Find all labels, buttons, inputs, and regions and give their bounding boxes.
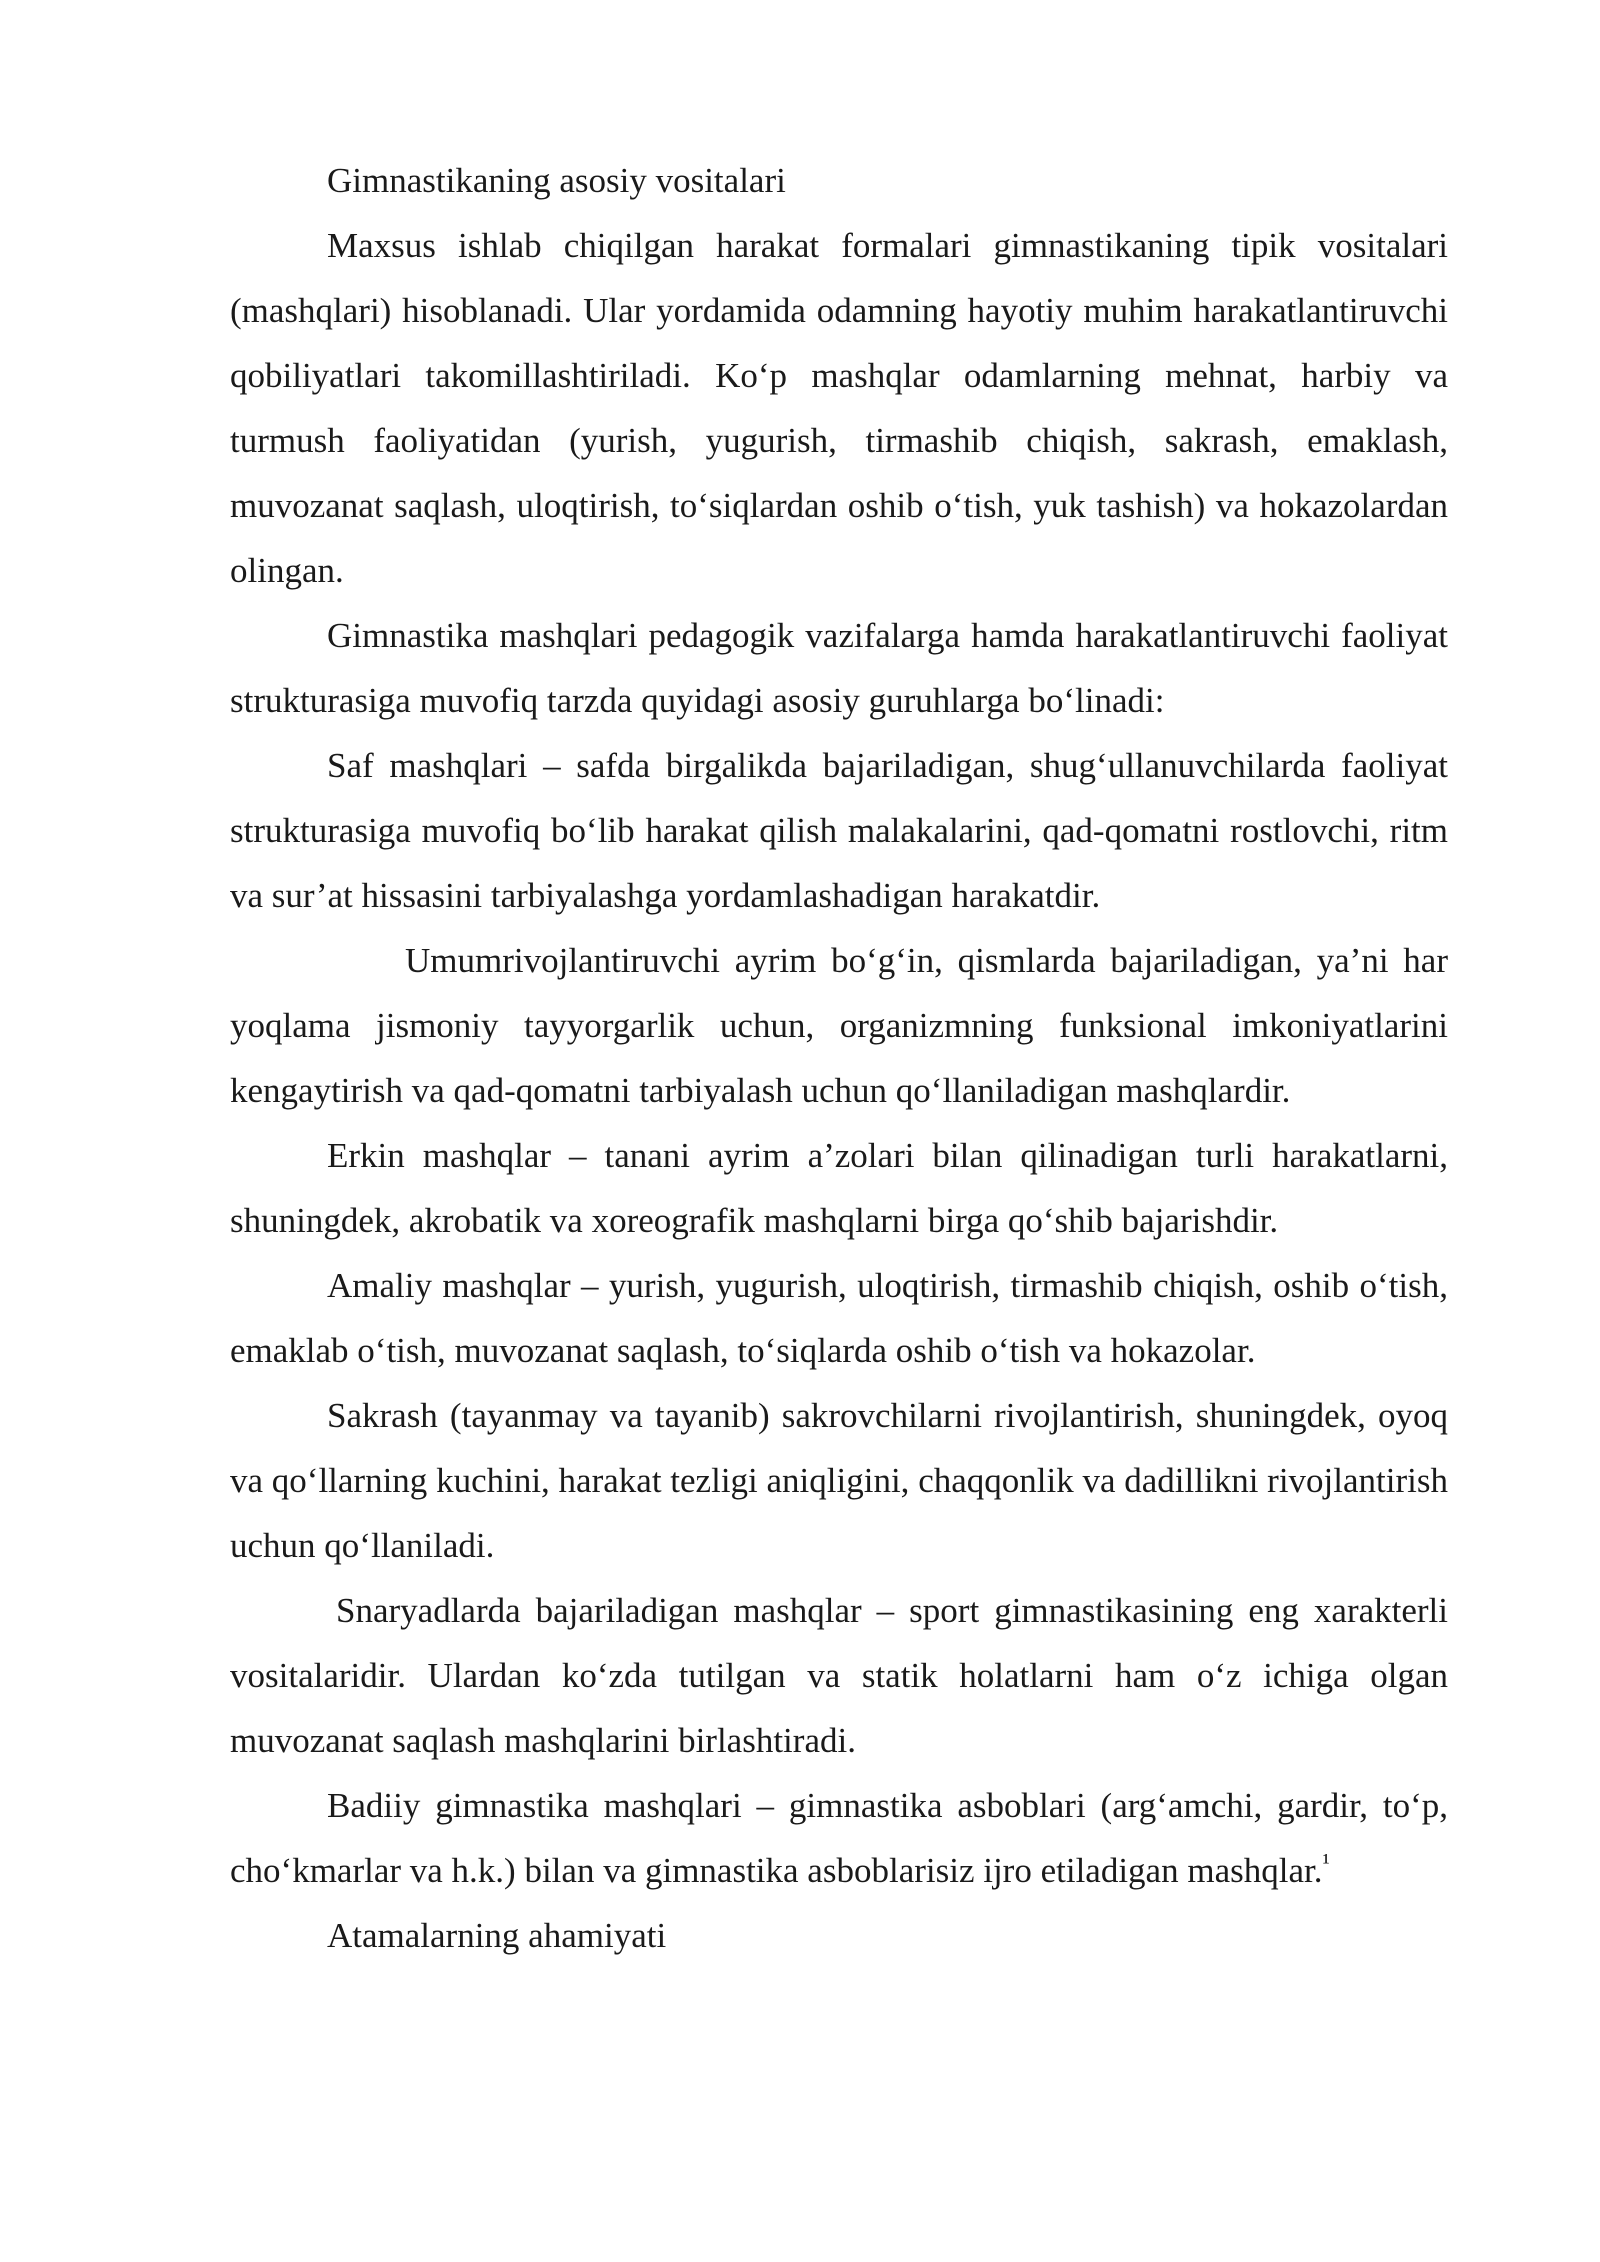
footnote-marker: ¹ [1322, 1850, 1330, 1876]
paragraph-amaliy-mashqlar: Amaliy mashqlar – yurish, yugurish, uloqtirish, tirmashib chiqish, oshib oʻtish, emaklab oʻtish, muvozanat saqlash, toʻsiqlarda oshib oʻtish va hokazolar. [230, 1266, 1448, 1370]
paragraph-groups: Gimnastika mashqlari pedagogik vazifalarga hamda harakatlantiruvchi faoliyat strukturasiga muvofiq tarzda quyidagi asosiy guruhlarga boʻlinadi: [230, 616, 1448, 720]
paragraph-sakrash: Sakrash (tayanmay va tayanib) sakrovchilarni rivojlantirish, shuningdek, oyoq va qoʻllarning kuchini, harakat tezligi aniqligini, chaqqonlik va dadillikni rivojlantirish uchun qoʻllaniladi. [230, 1396, 1448, 1565]
paragraph-umumrivojlantiruvchi: Umumrivojlantiruvchi ayrim boʻgʻin, qismlarda bajariladigan, ya’ni har yoqlama jismoniy tayyorgarlik uchun, organizmning funksional imkoniyatlarini kengaytirish va qad-qomatni tarbiyalash uchun qoʻllaniladigan mashqlardir. [230, 941, 1448, 1110]
paragraph-intro: Maxsus ishlab chiqilgan harakat formalari gimnastikaning tipik vositalari (mashqlari) hisoblanadi. Ular yordamida odamning hayotiy muhim harakatlantiruvchi qobiliyatlari takomillashtiriladi. Koʻp mashqlar odamlarning mehnat, harbiy va turmush faoliyatidan (yurish, yugurish, tirmashib chiqish, sakrash, emaklash, muvozanat saqlash, uloqtirish, toʻsiqlardan oshib oʻtish, yuk tashish) va hokazolardan olingan. [230, 226, 1448, 590]
paragraph-saf-mashqlari: Saf mashqlari – safda birgalikda bajariladigan, shugʻullanuvchilarda faoliyat strukturasiga muvofiq boʻlib harakat qilish malakalarini, qad-qomatni rostlovchi, ritm va sur’at hissasini tarbiyalashga yordamlashadigan harakatdir. [230, 746, 1448, 915]
paragraph-snaryadlarda: Snaryadlarda bajariladigan mashqlar – sport gimnastikasining eng xarakterli vositalaridir. Ulardan koʻzda tutilgan va statik holatlarni ham oʻz ichiga olgan muvozanat saqlash mashqlarini birlashtiradi. [230, 1591, 1448, 1760]
closing-heading: Atamalarning ahamiyati [327, 1916, 667, 1955]
document-body [230, 148, 1448, 1968]
paragraph-badiiy-text: Badiiy gimnastika mashqlari – gimnastika asboblari (argʻamchi, gardir, toʻp, choʻkmarlar va h.k.) bilan va gimnastika asboblarisiz ijro etiladigan mashqlar. [230, 1786, 1448, 1890]
paragraph-erkin-mashqlar: Erkin mashqlar – tanani ayrim a’zolari bilan qilinadigan turli harakatlarni, shuningdek, akrobatik va xoreografik mashqlarni birga qoʻshib bajarishdir. [230, 1136, 1448, 1240]
section-heading: Gimnastikaning asosiy vositalari [327, 161, 786, 200]
paragraph-badiiy-gimnastika [230, 1773, 1448, 1903]
